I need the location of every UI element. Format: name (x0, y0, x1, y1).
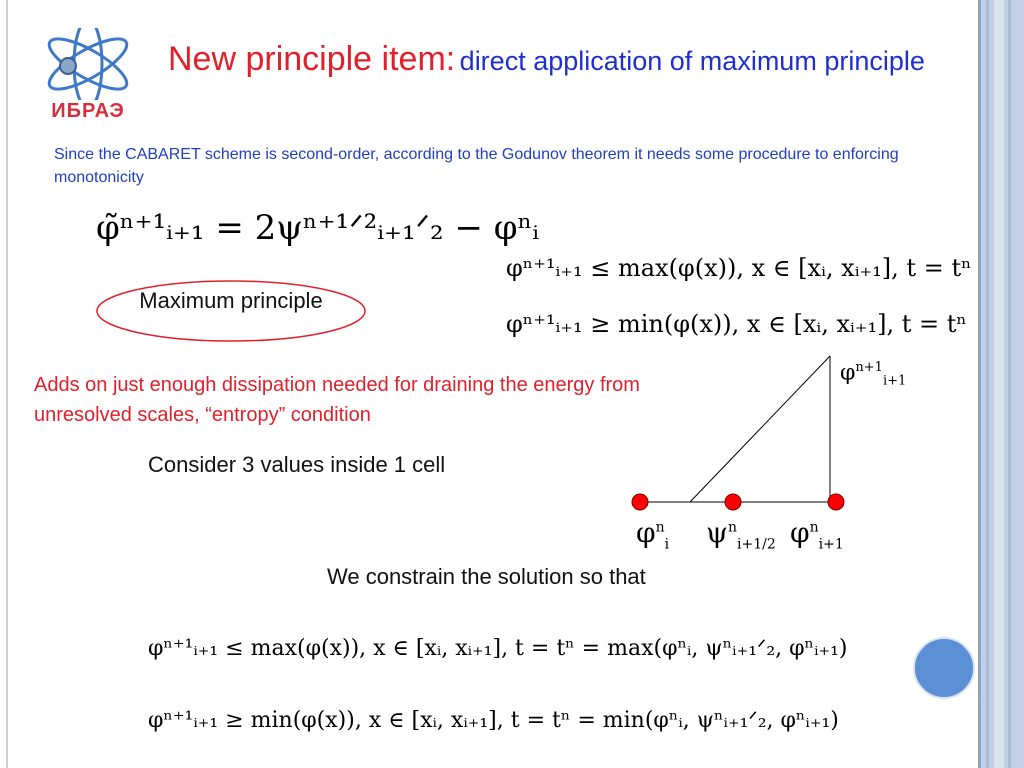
equation-extrapolation: φ̃ⁿ⁺¹ᵢ₊₁ = 2ψⁿ⁺¹ᐟ²ᵢ₊₁ᐟ₂ − φⁿᵢ (96, 208, 540, 248)
intro-text: Since the CABARET scheme is second-order, according to the Godunov theorem it needs some procedure to enforcing monotonicity (54, 146, 899, 186)
label-phi-i: $\varphi^n_i$ (636, 516, 670, 553)
slide-nav-circle[interactable] (913, 637, 975, 699)
label-phi-i-plus-1: $\varphi^n_{i+1}$ (790, 516, 844, 553)
equation-max-condition: φⁿ⁺¹ᵢ₊₁ ≤ max(φ(x)), x ∈ [xᵢ, xᵢ₊₁], t = tⁿ (506, 254, 972, 282)
consider-text: Consider 3 values inside 1 cell (148, 452, 446, 477)
adds-text: Adds on just enough dissipation needed for draining the energy from unresolved scales, “entropy” condition (34, 374, 640, 426)
point-i-plus-1 (828, 494, 844, 510)
label-psi-i-half: $\psi^n_{i+1/2}$ (706, 516, 776, 553)
point-i (632, 494, 648, 510)
slide-title (168, 40, 968, 85)
ibrae-logo (38, 28, 138, 132)
maximum-principle-label: Maximum principle (139, 288, 323, 313)
constrain-text: We constrain the solution so that (327, 564, 646, 589)
point-i-half (725, 494, 741, 510)
atom-icon (38, 28, 138, 100)
logo-text: ИБРАЭ (51, 100, 125, 122)
equation-constraint-max: φⁿ⁺¹ᵢ₊₁ ≤ max(φ(x)), x ∈ [xᵢ, xᵢ₊₁], t = tⁿ = max(φⁿᵢ, ψⁿᵢ₊₁ᐟ₂, φⁿᵢ₊₁) (148, 636, 848, 661)
title-red: New principle item: (168, 40, 456, 78)
frame-right-border (978, 0, 1024, 768)
phi-top-label: $\varphi^{n+1}_{i+1}$ (840, 360, 907, 389)
maximum-principle-callout (94, 278, 368, 344)
equation-min-condition: φⁿ⁺¹ᵢ₊₁ ≥ min(φ(x)), x ∈ [xᵢ, xᵢ₊₁], t = tⁿ (506, 310, 967, 338)
equation-constraint-min: φⁿ⁺¹ᵢ₊₁ ≥ min(φ(x)), x ∈ [xᵢ, xᵢ₊₁], t = tⁿ = min(φⁿᵢ, ψⁿᵢ₊₁ᐟ₂, φⁿᵢ₊₁) (148, 708, 839, 733)
frame-left-border (6, 0, 8, 768)
title-blue: direct application of maximum principle (459, 46, 925, 76)
